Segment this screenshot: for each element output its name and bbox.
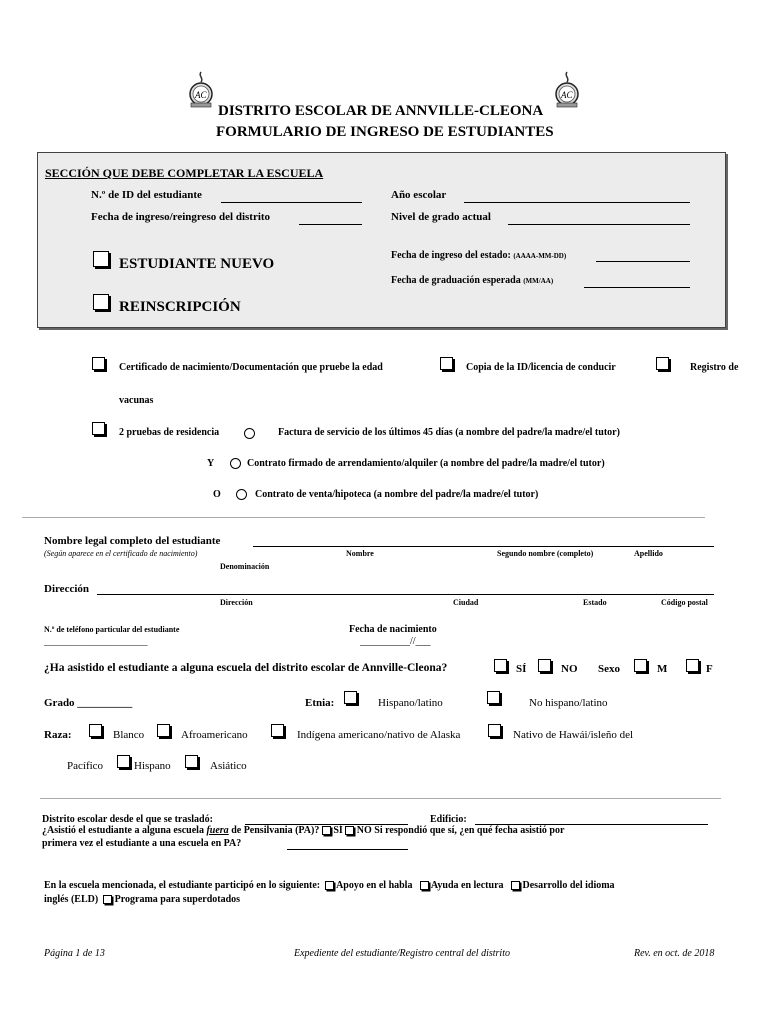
- eld-checkbox[interactable]: [511, 881, 520, 890]
- id-copy-label: Copia de la ID/licencia de conducir: [466, 362, 616, 373]
- address-label: Dirección: [44, 583, 90, 595]
- first-name-caption: Nombre: [346, 549, 374, 558]
- seal-letters-right: AC: [561, 90, 573, 100]
- programs-line-2: inglés (ELD) Programa para superdotados: [44, 894, 241, 905]
- programs-line: En la escuela mencionada, el estudiante participó en lo siguiente: Apoyo en el habla Ayuda en lectura Desarrollo del idioma: [44, 880, 615, 891]
- footer-record: Expediente del estudiante/Registro central del distrito: [294, 948, 510, 959]
- school-year-field[interactable]: [464, 202, 690, 203]
- graduation-date-label: Fecha de graduación esperada (MM/AA): [391, 275, 554, 286]
- race-hawaiian-checkbox[interactable]: [488, 721, 501, 739]
- gifted-checkbox[interactable]: [103, 895, 112, 904]
- speech-checkbox[interactable]: [325, 881, 334, 890]
- race-hispanic-checkbox[interactable]: [117, 752, 130, 770]
- race-black-checkbox[interactable]: [157, 721, 170, 739]
- sex-label: Sexo: [598, 663, 620, 675]
- utility-radio[interactable]: [244, 424, 255, 442]
- student-id-label: N.º de ID del estudiante: [91, 189, 202, 201]
- hispanic-checkbox[interactable]: [344, 688, 357, 706]
- reading-checkbox[interactable]: [420, 881, 429, 890]
- mortgage-label: Contrato de venta/hipoteca (a nombre del padre/la madre/el tutor): [255, 489, 539, 500]
- denomination-caption: Denominación: [220, 562, 270, 571]
- footer-revision: Rev. en oct. de 2018: [634, 948, 715, 959]
- graduation-date-field[interactable]: [584, 287, 690, 288]
- race-native-checkbox[interactable]: [271, 721, 284, 739]
- reenroll-checkbox[interactable]: [93, 293, 109, 311]
- race-pacific-label: Pacífico: [67, 760, 104, 772]
- lease-radio[interactable]: [230, 454, 241, 472]
- attended-question: ¿Ha asistido el estudiante a alguna escuela del distrito escolar de Annville-Cleona?: [44, 662, 448, 674]
- pa-no-checkbox[interactable]: [345, 826, 354, 835]
- name-note: (Según aparece en el certificado de nacimiento): [44, 549, 198, 558]
- vaccines-checkbox[interactable]: [656, 354, 669, 372]
- grade-field[interactable]: Grado __________: [44, 697, 133, 709]
- city-caption: Ciudad: [453, 598, 479, 607]
- pa-question-cont: primera vez el estudiante a una escuela en PA?: [42, 838, 242, 849]
- legal-name-label: Nombre legal completo del estudiante: [44, 535, 221, 547]
- address-caption: Dirección: [220, 598, 253, 607]
- last-name-caption: Apellido: [634, 549, 663, 558]
- district-entry-date-label: Fecha de ingreso/reingreso del distrito: [91, 211, 271, 223]
- middle-name-caption: Segundo nombre (completo): [497, 549, 594, 558]
- id-copy-checkbox[interactable]: [440, 354, 453, 372]
- sex-f-checkbox[interactable]: [686, 656, 699, 674]
- attended-yes-checkbox[interactable]: [494, 656, 507, 674]
- race-white-checkbox[interactable]: [89, 721, 102, 739]
- district-entry-date-field[interactable]: [299, 224, 362, 225]
- school-section-heading: SECCIÓN QUE DEBE COMPLETAR LA ESCUELA: [45, 166, 324, 180]
- legal-name-field[interactable]: [253, 546, 714, 547]
- current-grade-label: Nivel de grado actual: [391, 211, 491, 223]
- sex-f-label: F: [706, 663, 713, 675]
- or-label: O: [213, 489, 221, 500]
- attended-no-label: NO: [561, 663, 578, 675]
- new-student-checkbox[interactable]: [93, 250, 109, 268]
- race-asian-checkbox[interactable]: [185, 752, 198, 770]
- residency-checkbox[interactable]: [92, 419, 105, 437]
- attended-no-checkbox[interactable]: [538, 656, 551, 674]
- pa-question: ¿Asistió el estudiante a alguna escuela fuera de Pensilvania (PA)? SÍ NO Si respondió que sí, ¿en qué fecha asistió por: [42, 825, 565, 836]
- attended-yes-label: SÍ: [516, 663, 527, 675]
- mortgage-radio[interactable]: [236, 485, 247, 503]
- non-hispanic-checkbox[interactable]: [487, 688, 500, 706]
- birth-date-field[interactable]: __________//___: [360, 636, 431, 647]
- birth-date-label: Fecha de nacimiento: [349, 624, 437, 635]
- vaccines-label-cont: vacunas: [119, 395, 154, 406]
- vaccines-label: Registro de: [690, 362, 739, 373]
- utility-label: Factura de servicio de los últimos 45 días (a nombre del padre/la madre/el tutor): [278, 427, 620, 438]
- new-student-label: ESTUDIANTE NUEVO: [119, 256, 275, 272]
- race-white-label: Blanco: [113, 729, 145, 741]
- footer-page-number: Página 1 de 13: [44, 948, 105, 959]
- reenroll-label: REINSCRIPCIÓN: [119, 299, 241, 315]
- birth-cert-checkbox[interactable]: [92, 354, 105, 372]
- divider-1: [22, 517, 705, 518]
- non-hispanic-label: No hispano/latino: [529, 697, 608, 709]
- school-year-label: Año escolar: [391, 189, 447, 201]
- race-label: Raza:: [44, 729, 72, 741]
- hispanic-label: Hispano/latino: [378, 697, 443, 709]
- page-title: DISTRITO ESCOLAR DE ANNVILLE-CLEONA: [218, 103, 544, 119]
- form-subtitle: FORMULARIO DE INGRESO DE ESTUDIANTES: [216, 124, 554, 140]
- ethnicity-label: Etnia:: [305, 697, 335, 709]
- state-entry-date-field[interactable]: [596, 261, 690, 262]
- race-native-label: Indígena americano/nativo de Alaska: [297, 729, 461, 741]
- district-seal-left: [187, 70, 215, 108]
- district-seal-right: [553, 70, 581, 108]
- student-id-field[interactable]: [221, 202, 362, 203]
- residency-label: 2 pruebas de residencia: [119, 427, 220, 438]
- phone-field[interactable]: _______________________: [44, 637, 148, 647]
- race-asian-label: Asiático: [210, 760, 247, 772]
- and-label: Y: [207, 458, 215, 469]
- phone-label: N.º de teléfono particular del estudiante: [44, 625, 180, 634]
- seal-letters-left: AC: [195, 90, 207, 100]
- pa-date-field[interactable]: [287, 849, 408, 850]
- sex-m-label: M: [657, 663, 668, 675]
- race-hawaiian-label: Nativo de Hawái/isleño del: [513, 729, 634, 741]
- state-entry-date-label: Fecha de ingreso del estado: (AAAA-MM-DD): [391, 250, 567, 261]
- birth-cert-label: Certificado de nacimiento/Documentación que pruebe la edad: [119, 362, 383, 373]
- district-from-label: Distrito escolar desde el que se trasladó:: [42, 814, 213, 825]
- state-caption: Estado: [583, 598, 607, 607]
- race-hispanic-label: Hispano: [134, 760, 171, 772]
- divider-2: [40, 798, 721, 799]
- address-field[interactable]: [97, 594, 714, 595]
- race-black-label: Afroamericano: [181, 729, 248, 741]
- zip-caption: Código postal: [661, 598, 708, 607]
- lease-label: Contrato firmado de arrendamiento/alquiler (a nombre del padre/la madre/el tutor): [247, 458, 605, 469]
- current-grade-field[interactable]: [508, 224, 690, 225]
- building-label: Edificio:: [430, 814, 467, 825]
- sex-m-checkbox[interactable]: [634, 656, 647, 674]
- pa-yes-checkbox[interactable]: [322, 826, 331, 835]
